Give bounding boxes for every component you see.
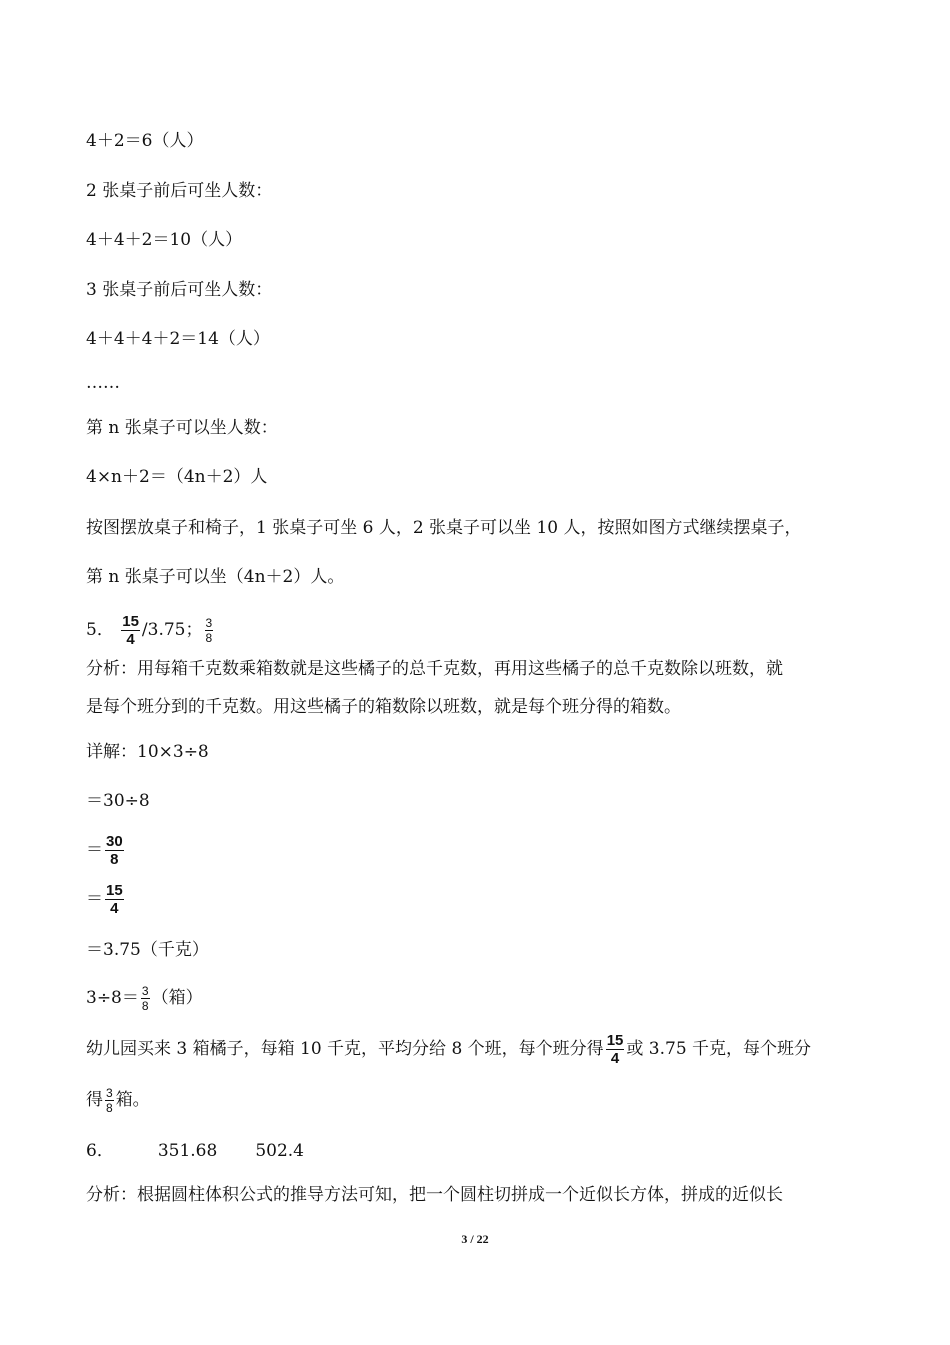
question-number: 6． — [86, 1141, 114, 1161]
fraction: $\frac{15}{4}$ — [606, 1032, 624, 1067]
fraction: $\frac{3}{8}$ — [106, 1086, 113, 1115]
detail-text: 详解：10×3÷8 — [86, 742, 209, 762]
q5-answer: 5． $\frac{15}{4}$ /3.75； $\frac{3}{8}$ — [86, 613, 213, 648]
text-line: 4＋4＋4＋2＝14（人） — [86, 329, 270, 349]
calc-step: ＝30÷8 — [86, 791, 150, 811]
analysis-text: 分析：根据圆柱体积公式的推导方法可知，把一个圆柱切拼成一个近似长方体，拼成的近似长 — [86, 1185, 783, 1205]
fraction: $\frac{15}{4}$ — [106, 882, 123, 917]
text-line: 4×n＋2＝（4n＋2）人 — [86, 467, 268, 487]
text-line: 3 张桌子前后可坐人数： — [86, 280, 273, 300]
text-line: 2 张桌子前后可坐人数： — [86, 181, 273, 201]
text-line: 4＋4＋2＝10（人） — [86, 230, 243, 250]
q6-answer — [86, 1139, 304, 1163]
text-line: 第 n 张桌子可以坐人数： — [86, 418, 278, 438]
fraction: $\frac{3}{8}$ — [205, 616, 213, 645]
fraction: $\frac{3}{8}$ — [141, 984, 149, 1013]
summary-text: 得 $\frac{3}{8}$ 箱。 — [86, 1086, 150, 1115]
answer-value: 351.68 — [157, 1141, 218, 1161]
summary-text: 幼儿园买来 3 箱橘子，每箱 10 千克，平均分给 8 个班，每个班分得 $\frac{15}{4}$ 或 3.75 千克，每个班分 — [86, 1032, 812, 1067]
text-line: 第 n 张桌子可以坐（4n＋2）人。 — [86, 567, 345, 587]
text-line: …… — [86, 373, 120, 393]
calc-step: ＝3.75（千克） — [86, 940, 209, 960]
fraction: $\frac{30}{8}$ — [106, 833, 123, 868]
page-number: 3 / 22 — [461, 1232, 489, 1246]
analysis-text: 是每个班分到的千克数。用这些橘子的箱数除以班数，就是每个班分得的箱数。 — [86, 697, 681, 717]
text-line: 4＋2＝6（人） — [86, 131, 204, 151]
fraction: $\frac{15}{4}$ — [122, 613, 139, 648]
answer-value: 502.4 — [255, 1141, 304, 1161]
calc-step: ＝ $\frac{15}{4}$ — [86, 882, 123, 917]
text-line: 按图摆放桌子和椅子，1 张桌子可坐 6 人，2 张桌子可以坐 10 人，按照如图方式继续摆桌子， — [86, 518, 802, 538]
calc-step: 3÷8＝ $\frac{3}{8}$ （箱） — [86, 984, 203, 1013]
question-number: 5． — [86, 620, 114, 640]
analysis-text: 分析：用每箱千克数乘箱数就是这些橘子的总千克数，再用这些橘子的总千克数除以班数，就 — [86, 659, 783, 679]
calc-step: ＝ $\frac{30}{8}$ — [86, 833, 123, 868]
